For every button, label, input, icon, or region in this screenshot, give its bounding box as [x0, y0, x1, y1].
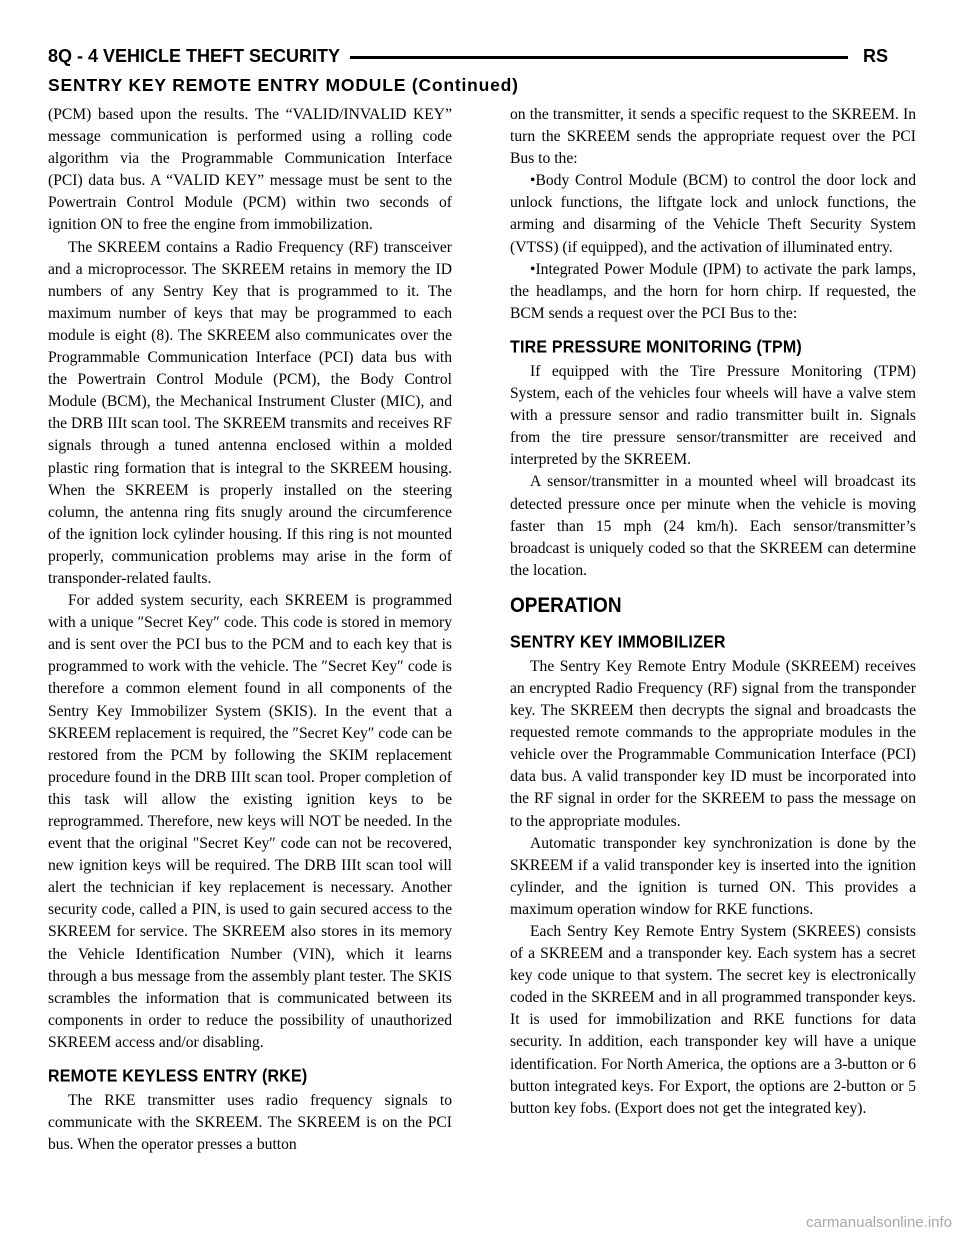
heading-rke: REMOTE KEYLESS ENTRY (RKE) [48, 1067, 308, 1087]
heading-immobilizer: SENTRY KEY IMMOBILIZER [510, 632, 726, 653]
heading-operation: OPERATION [510, 593, 622, 618]
paragraph: If equipped with the Tire Pressure Monitoring (TPM) System, each of the vehicles four wheels will have a valve stem with a pressure sensor and radio transmitter built in. Signals from the tire pressure sensor/transmitter are received and interpreted by the SKREEM. [510, 362, 916, 469]
right-column [510, 104, 916, 1120]
model-code: RS [862, 46, 888, 66]
page-header [48, 44, 888, 72]
watermark: carmanualsonline.info [806, 1214, 952, 1231]
page-label: 8Q - 4 VEHICLE THEFT SECURITY [48, 46, 341, 66]
paragraph: Automatic transponder key synchronization is done by the SKREEM if a valid transponder key is inserted into the ignition cylinder, and the ignition is turned ON. This provides a maximum operation window for RKE functions. [510, 834, 916, 918]
section-title: SENTRY KEY REMOTE ENTRY MODULE (Continued) [48, 75, 519, 95]
bullet-item: •Integrated Power Module (IPM) to activate the park lamps, the headlamps, and the horn for horn chirp. If requested, the BCM sends a request over the PCI Bus to the: [510, 260, 916, 322]
left-column [48, 104, 452, 1156]
bullet-item: •Body Control Module (BCM) to control the door lock and unlock functions, the liftgate lock and unlock functions, the arming and disarming of the Vehicle Theft Security System (VTSS) (if equipped), and the activation of illuminated entry. [510, 172, 916, 256]
paragraph: A sensor/transmitter in a mounted wheel will broadcast its detected pressure once per minute when the vehicle is moving faster than 15 mph (24 km/h). Each sensor/transmitter’s broadcast is uniquely coded so that the SKREEM can determine the location. [510, 473, 916, 579]
paragraph: The Sentry Key Remote Entry Module (SKREEM) receives an encrypted Radio Frequency (RF) signal from the transponder key. The SKREEM then decrypts the signal and broadcasts the requested remote commands to the appropriate modules in the vehicle over the Programmable Communication Interface (PCI) data bus. A valid transponder key ID must be incorporated into the RF signal in order for the SKREEM to pass the message on to the appropriate modules. [510, 657, 916, 830]
paragraph: For added system security, each SKREEM is programmed with a unique ″Secret Key″ code. This code is stored in memory and is sent over the PCI bus to the PCM and to each key that is programmed to work with the vehicle. The ″Secret Key″ code is therefore a common element found in all components of the Sentry Key Immobilizer System (SKIS). In the event that a SKREEM replacement is required, the ″Secret Key″ code can be restored from the PCM by following the SKIM replacement procedure found in the DRB IIIt scan tool. Proper completion of this task will allow the existing ignition keys to be reprogrammed. Therefore, new keys will NOT be needed. In the event that the original ″Secret Key″ code can not be recovered, new ignition keys will be required. The DRB IIIt scan tool will alert the technician if key replacement is necessary. Another security code, called a PIN, is used to gain secured access to the SKREEM for service. The SKREEM also stores in its memory the Vehicle Identification Number (VIN), which it learns through a bus message from the assembly plant tester. The SKIS scrambles the information that is communicated between its components in order to reduce the possibility of unauthorized SKREEM access and/or disabling. [48, 592, 452, 1051]
header-rule [350, 56, 848, 59]
paragraph: (PCM) based upon the results. The “VALID/INVALID KEY” message communication is performed using a rolling code algorithm via the Programmable Communication Interface (PCI) data bus. A “VALID KEY” message must be sent to the Powertrain Control Module (PCM) within two seconds of ignition ON to free the engine from immobilization. [48, 106, 452, 234]
paragraph: The SKREEM contains a Radio Frequency (RF) transceiver and a microprocessor. The SKREEM retains in memory the ID numbers of any Sentry Key that is programmed to it. The maximum number of keys that may be programmed to each module is eight (8). The SKREEM also communicates over the Programmable Communication Interface (PCI) data bus with the Powertrain Control Module (PCM), the Body Control Module (BCM), the Mechanical Instrument Cluster (MIC), and the DRB IIIt scan tool. The SKREEM transmits and receives RF signals through a tuned antenna enclosed within a molded plastic ring formation that is integral to the SKREEM housing. When the SKREEM is properly installed on the steering column, the antenna ring fits snugly around the circumference of the ignition lock cylinder housing. If this ring is not mounted properly, communication problems may arise in the form of transponder-related faults. [48, 238, 452, 587]
paragraph: Each Sentry Key Remote Entry System (SKREES) consists of a SKREEM and a transponder key. Each system has a secret key code unique to that system. The secret key is electronically coded in the SKREEM and in all programmed transponder keys. It is used for immobilization and RKE functions for data security. In addition, each transponder key will have a unique identification. For North America, the options are a 3-button or 6 button integrated keys. For Export, the options are 2-button or 5 button key fobs. (Export does not get the integrated key). [510, 923, 916, 1117]
heading-tpm: TIRE PRESSURE MONITORING (TPM) [510, 338, 802, 358]
paragraph: The RKE transmitter uses radio frequency signals to communicate with the SKREEM. The SKREEM is on the PCI bus. When the operator presses a button [48, 1092, 452, 1154]
paragraph: on the transmitter, it sends a specific request to the SKREEM. In turn the SKREEM sends the appropriate request over the PCI Bus to the: [510, 106, 916, 168]
